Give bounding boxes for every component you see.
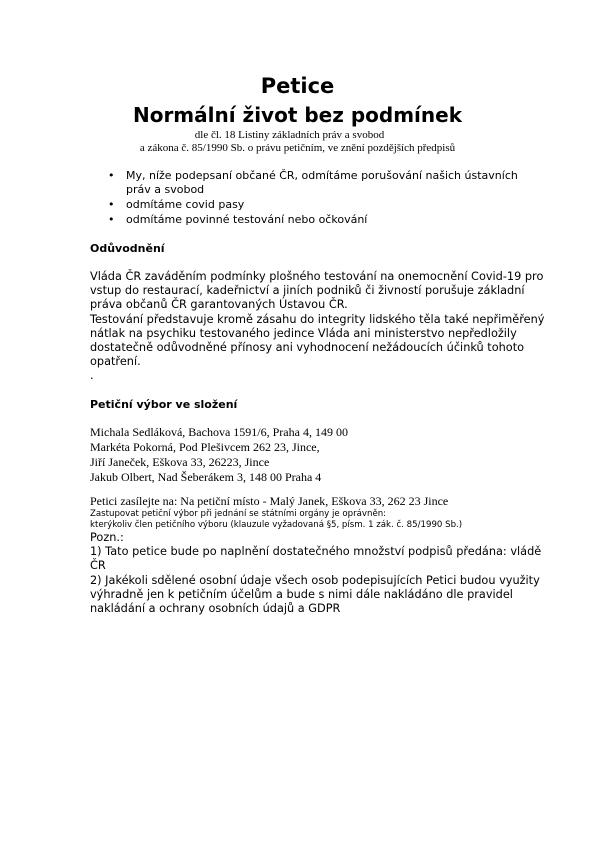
demand-text: odmítáme povinné testování nebo očkování [126,213,368,226]
text-line: Pozn.: [90,531,124,544]
bullet-icon: • [108,169,115,182]
text-line: . [90,369,94,383]
list-item [108,169,528,197]
committee-heading: Petiční výbor ve složení [90,398,238,411]
text-line: opatření. [90,355,141,369]
list-item [108,213,528,227]
committee-member: Jiří Janeček, Eškova 33, 26223, Jince [90,455,270,469]
demands-list [108,169,528,228]
bullet-icon: • [108,198,115,211]
legal-basis-line: dle čl. 18 Listiny základních práv a svobod [194,129,385,141]
demand-text: práv a svobod [126,183,205,196]
text-line: 2) Jakékoli sdělené osobní údaje všech osob podepisujících Petici budou využity [90,573,540,587]
text-line: ČR [90,559,106,573]
legal-basis-line: a zákona č. 85/1990 Sb. o právu petičním, ve znění pozdějších předpisů [139,142,456,154]
committee-member: Jakub Olbert, Nad Šeberákem 3, 148 00 Praha 4 [90,470,322,484]
text-line: práva občanů ČR garantovaných Ústavou ČR. [90,298,348,312]
text-line: výhradně jen k petičním účelům a bude s nimi dále nakládáno dle pravidel [90,587,513,601]
demand-text: My, níže podepsaní občané ČR, odmítáme porušování našich ústavních [126,169,518,182]
document-subtitle: Normální život bez podmínek [132,103,463,127]
representation-note: kterýkoliv člen petičního výboru (klauzule vyžadovaná §5, písm. 1 zák. č. 85/1990 Sb.) [90,520,463,530]
document-title: Petice [260,74,335,98]
committee-member: Markéta Pokorná, Pod Plešivcem 262 23, Jince, [90,440,320,454]
text-line: 1) Tato petice bude po naplnění dostatečného množství podpisů předána: vládě [90,545,542,559]
text-line: nakládání a ochrany osobních údajů a GDPR [90,602,341,616]
text-line: vstup do restaurací, kadeřnictví a jiních podniků či živností porušuje základní [90,284,525,298]
reasoning-heading: Odůvodnění [90,242,165,255]
demand-text: odmítáme covid pasy [126,198,245,211]
committee-members [90,425,520,485]
bullet-icon: • [108,213,115,226]
committee-member: Michala Sedláková, Bachova 1591/6, Praha 4, 149 00 [90,425,348,439]
list-item [108,198,528,212]
text-line: nátlak na psychiku testovaného jedince Vláda ani ministerstvo nepředložily [90,326,517,340]
reasoning-text [90,270,545,384]
send-to-address: Petici zasílejte na: Na petiční místo - Malý Janek, Eškova 33, 262 23 Jince [90,494,449,508]
text-line: Vláda ČR zaváděním podmínky plošného testování na onemocnění Covid-19 pro [90,270,544,283]
representation-note: Zastupovat petiční výbor při jednání se státními orgány je oprávněn: [90,509,387,519]
notes-section [90,531,542,616]
text-line: dostatečně odůvodněné přínosy ani vyhodnocení nežádoucích účinků tohoto [90,341,525,355]
text-line: Testování představuje kromě zásahu do integrity lidského těla také nepřiměřený [90,312,545,326]
